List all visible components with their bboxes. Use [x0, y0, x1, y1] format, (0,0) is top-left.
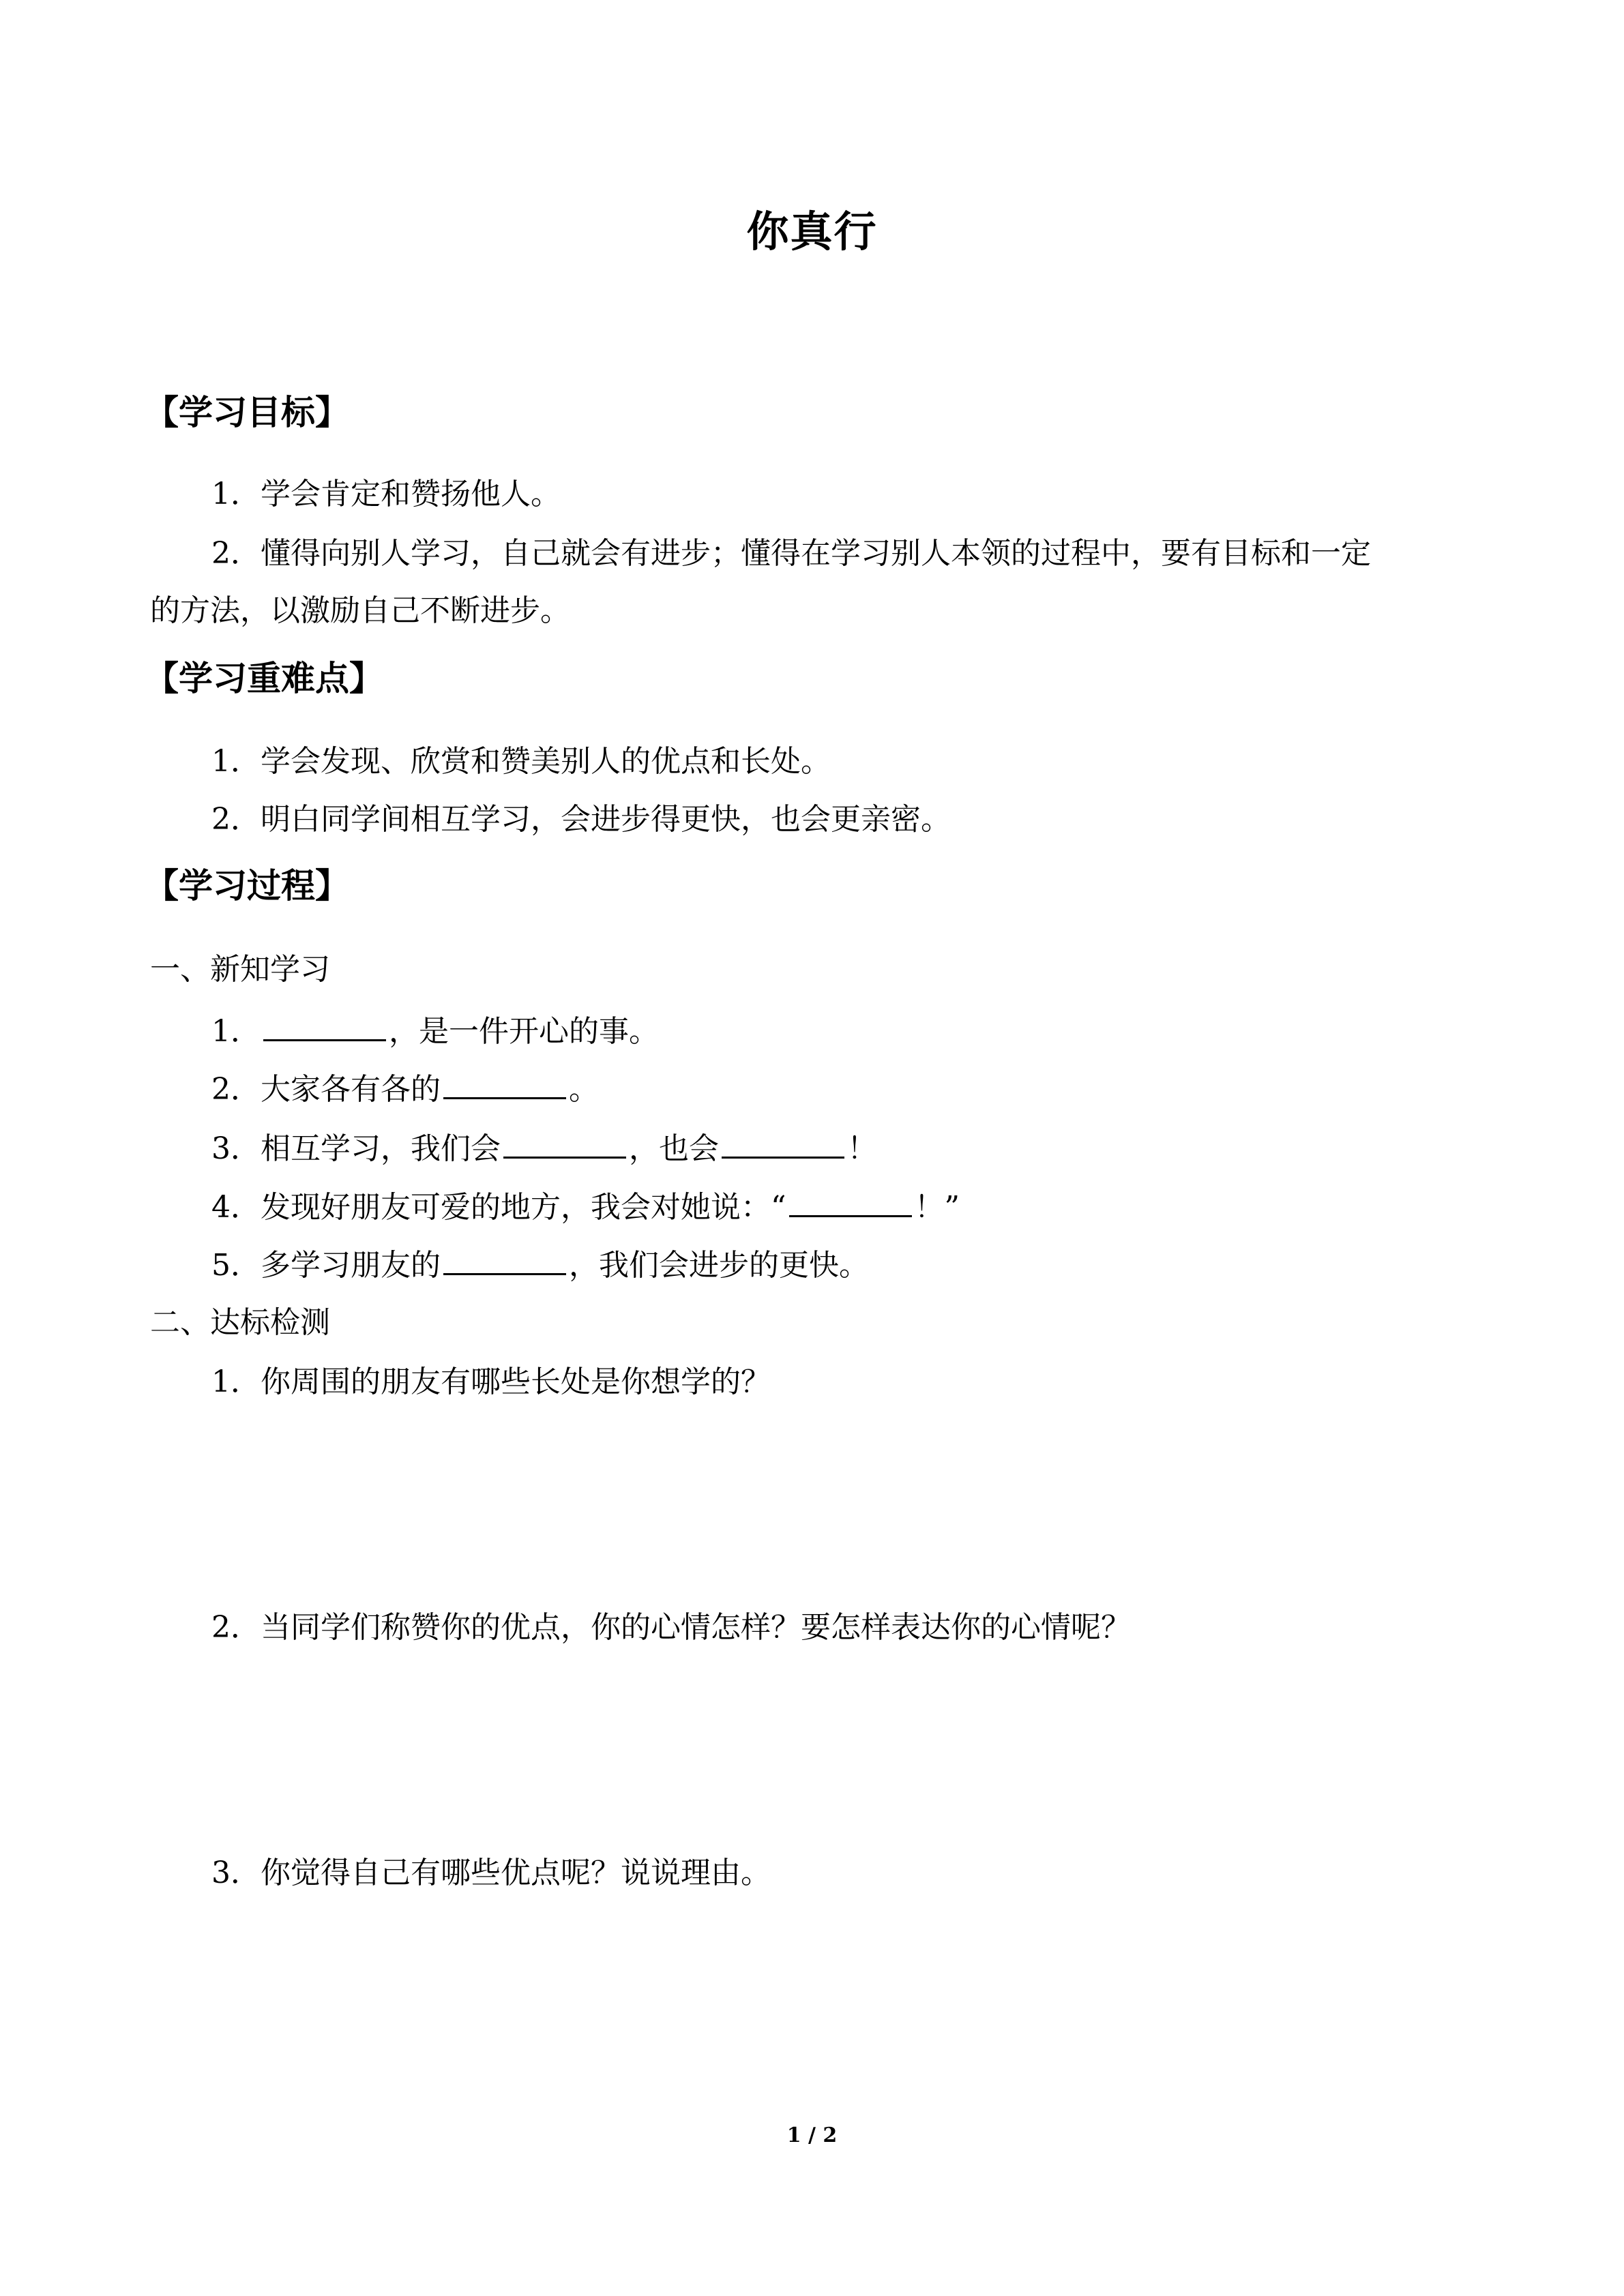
question-text: 3．相互学习，我们会 — [211, 1131, 501, 1166]
question-text: 1． — [211, 1014, 261, 1049]
question-text: 。 — [569, 1072, 599, 1107]
answer-blank[interactable] — [263, 1009, 386, 1041]
question-text: 5．多学习朋友的 — [211, 1248, 441, 1283]
objective-item-2-continued: 的方法，以激励自己不断进步。 — [150, 593, 570, 628]
objective-item-1: 1．学会肯定和赞扬他人。 — [211, 477, 561, 511]
key-point-item-2: 2．明白同学间相互学习，会进步得更快，也会更亲密。 — [211, 802, 951, 837]
new-knowledge-label: 一、新知学习 — [150, 952, 330, 987]
fill-in-question-4 — [211, 1185, 960, 1228]
key-point-item-1: 1．学会发现、欣赏和赞美别人的优点和长处。 — [211, 744, 831, 779]
question-text: ！ — [847, 1131, 877, 1166]
answer-blank[interactable] — [443, 1067, 566, 1099]
key-points-heading: 【学习重难点】 — [145, 659, 383, 698]
question-text: ，我们会进步的更快。 — [569, 1248, 869, 1283]
answer-blank[interactable] — [503, 1127, 626, 1159]
fill-in-question-3 — [211, 1127, 877, 1169]
objective-item-2: 2．懂得向别人学习，自己就会有进步；懂得在学习别人本领的过程中，要有目标和一定 — [211, 536, 1371, 571]
question-text: 4．发现好朋友可爱的地方，我会对她说：“ — [211, 1190, 786, 1225]
process-heading: 【学习过程】 — [145, 866, 349, 906]
question-text: ，是一件开心的事。 — [389, 1014, 659, 1049]
page-title: 你真行 — [746, 207, 878, 256]
question-text: ！” — [914, 1190, 960, 1225]
assessment-question-3: 3．你觉得自己有哪些优点呢？说说理由。 — [211, 1855, 771, 1890]
question-text: 2．大家各有各的 — [211, 1072, 441, 1107]
objectives-heading: 【学习目标】 — [145, 393, 349, 432]
answer-blank[interactable] — [443, 1243, 566, 1275]
answer-blank[interactable] — [789, 1185, 912, 1217]
fill-in-question-1 — [211, 1009, 659, 1052]
assessment-question-1: 1．你周围的朋友有哪些长处是你想学的？ — [211, 1365, 771, 1399]
fill-in-question-5 — [211, 1243, 869, 1286]
assessment-question-2: 2．当同学们称赞你的优点，你的心情怎样？要怎样表达你的心情呢？ — [211, 1610, 1131, 1645]
answer-blank[interactable] — [722, 1127, 844, 1159]
fill-in-question-2 — [211, 1067, 599, 1110]
page-number: 1 / 2 — [786, 2123, 838, 2147]
question-text: ，也会 — [629, 1131, 719, 1166]
assessment-label: 二、达标检测 — [150, 1305, 330, 1340]
